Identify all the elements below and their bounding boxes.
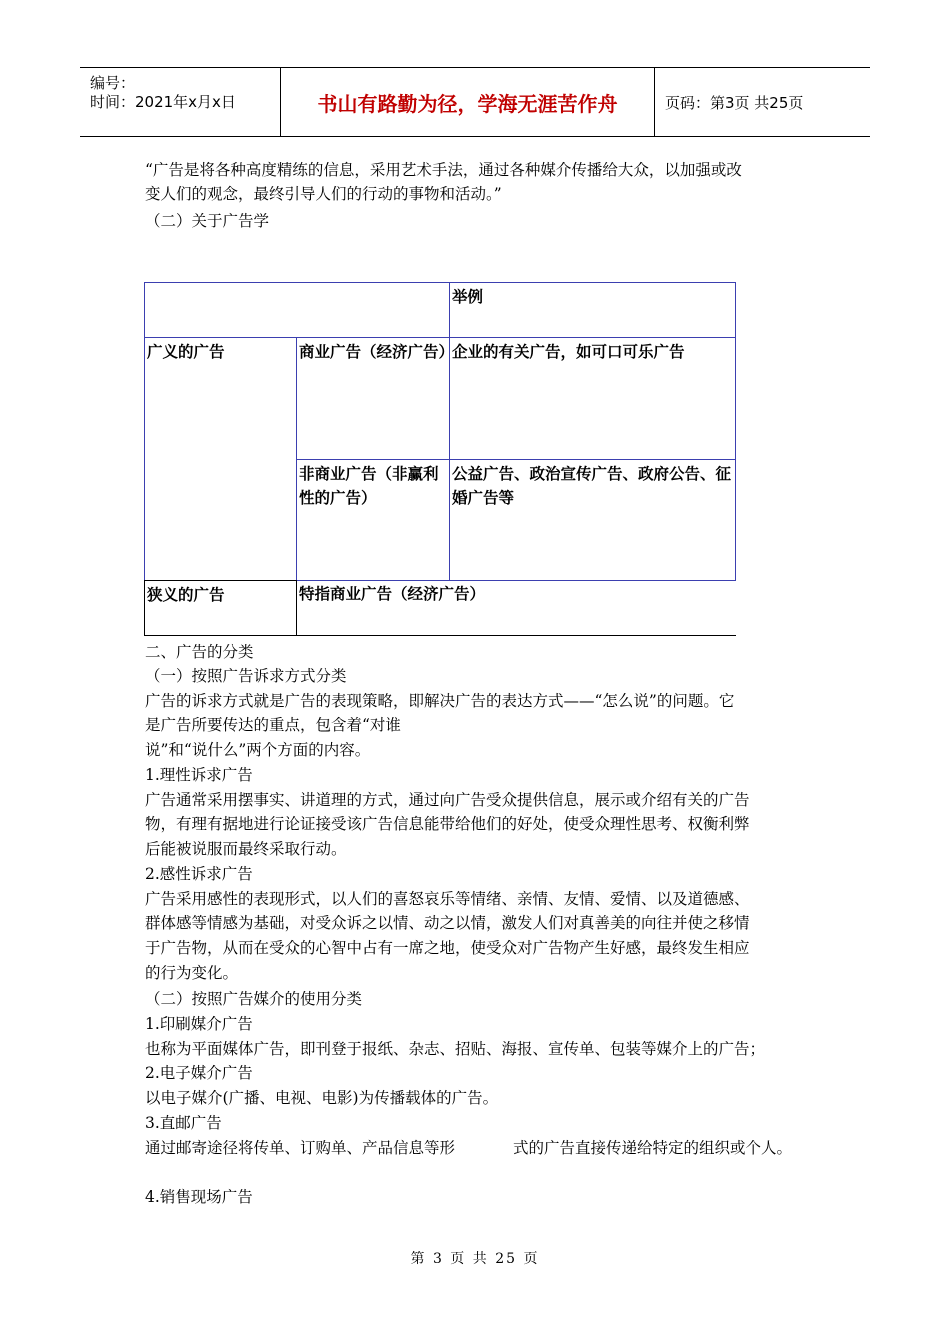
- header-meta: [80, 68, 281, 136]
- print-media-title: 1.印刷媒介广告: [145, 1015, 253, 1033]
- number-label: 编号：: [90, 74, 136, 92]
- section-2-1-para-3: 说”和“说什么”两个方面的内容。: [145, 741, 371, 759]
- section-2-1-para-1: 广告的诉求方式就是广告的表现策略，即解决广告的表达方式——“怎么说”的问题。它: [145, 692, 735, 710]
- emotional-para-1: 广告采用感性的表现形式，以人们的喜怒哀乐等情绪、亲情、友情、爱情、以及道德感、: [145, 890, 750, 908]
- rational-title: 1.理性诉求广告: [145, 766, 253, 784]
- emotional-para-4: 的行为变化。: [145, 964, 239, 982]
- section-2-2-title: （二）按照广告媒介的使用分类: [145, 990, 363, 1008]
- subheading-advertising-study: （二）关于广告学: [145, 212, 270, 230]
- quote-line-2: 变人们的观念，最终引导人们的行动的事物和活动。”: [145, 185, 502, 203]
- rational-para-3: 后能被说服而最终采取行动。: [145, 840, 347, 858]
- page-info-text: 页码：第3页 共25页: [665, 93, 804, 112]
- rational-para-2: 物，有理有据地进行论证接受该广告信息能带给他们的好处，使受众理性思考、权衡利弊: [145, 815, 750, 833]
- direct-mail-title: 3.直邮广告: [145, 1114, 222, 1132]
- broad-ad-text: 广义的广告: [147, 342, 225, 361]
- print-media-para: 也称为平面媒体广告，即刊登于报纸、杂志、招贴、海报、宣传单、包装等媒介上的广告；: [145, 1040, 766, 1058]
- time-label: 时间：2021年x月x日: [90, 93, 236, 111]
- cell-broad-ad: [144, 337, 297, 581]
- direct-mail-para-part-2: 式的广告直接传递给特定的组织或个人。: [513, 1139, 793, 1157]
- cell-noncommercial-ad: [296, 459, 450, 581]
- noncommercial-example-text: 公益广告、政治宣传广告、政府公告、征婚广告等: [452, 464, 732, 507]
- table-header-empty: [144, 282, 450, 338]
- quote-line-1: “广告是将各种高度精练的信息，采用艺术手法，通过各种媒介传播给大众，以加强或改: [145, 161, 742, 179]
- emotional-para-3: 于广告物，从而在受众的心智中占有一席之地，使受众对广告物产生好感，最终发生相应: [145, 939, 750, 957]
- commercial-example-text: 企业的有关广告，如可口可乐广告: [452, 342, 685, 361]
- noncommercial-ad-text: 非商业广告（非赢利性的广告）: [299, 464, 439, 507]
- direct-mail-para-part-1: 通过邮寄途径将传单、订购单、产品信息等形: [145, 1139, 456, 1157]
- narrow-ad-text: 狭义的广告: [147, 585, 225, 604]
- table-header-example: [449, 282, 736, 338]
- section-2-title: 二、广告的分类: [145, 643, 254, 661]
- section-2-1-title: （一）按照广告诉求方式分类: [145, 667, 347, 685]
- cell-noncommercial-example: [449, 459, 736, 581]
- sales-site-title: 4.销售现场广告: [145, 1188, 253, 1206]
- electronic-media-para: 以电子媒介(广播、电视、电影)为传播载体的广告。: [145, 1089, 499, 1107]
- page-footer: 第 3 页 共 25 页: [410, 1251, 540, 1267]
- page-header: [80, 67, 870, 137]
- header-page-info: [655, 68, 870, 136]
- electronic-media-title: 2.电子媒介广告: [145, 1064, 253, 1082]
- cell-narrow-desc: [296, 580, 736, 636]
- emotional-para-2: 群体感等情感为基础，对受众诉之以情、动之以情，激发人们对真善美的向往并使之移情: [145, 914, 750, 932]
- cell-commercial-ad: [296, 337, 455, 460]
- emotional-title: 2.感性诉求广告: [145, 865, 253, 883]
- section-2-1-para-2: 是广告所要传达的重点，包含着“对谁: [145, 716, 401, 734]
- commercial-ad-text: 商业广告（经济广告）: [299, 342, 455, 361]
- advertising-definition-table: [144, 282, 736, 636]
- header-motto: 书山有路勤为径，学海无涯苦作舟: [281, 68, 655, 136]
- cell-narrow-ad: [144, 580, 297, 636]
- example-header-text: 举例: [452, 287, 484, 306]
- cell-commercial-example: [449, 337, 736, 460]
- narrow-desc-text: 特指商业广告（经济广告）: [299, 584, 486, 603]
- rational-para-1: 广告通常采用摆事实、讲道理的方式，通过向广告受众提供信息，展示或介绍有关的广告: [145, 791, 750, 809]
